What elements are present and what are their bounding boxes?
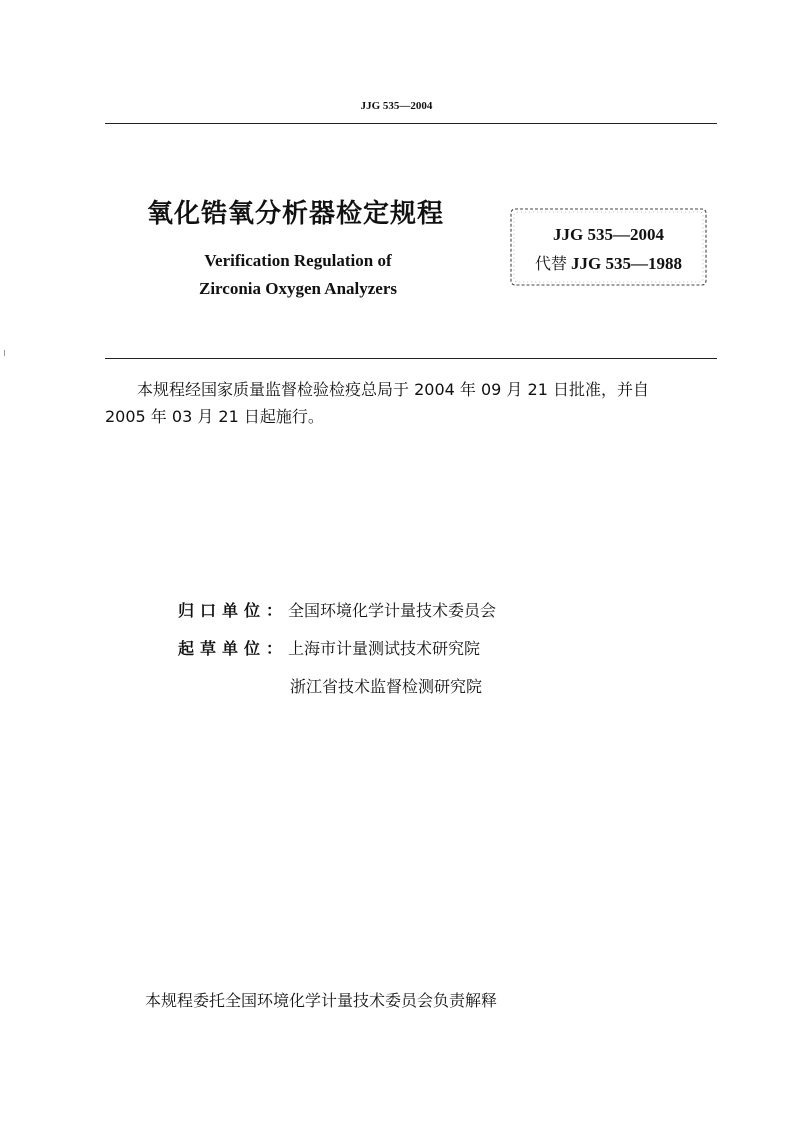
drafting-unit-row: [178, 636, 480, 659]
responsible-unit-value: 全国环境化学计量技术委员会: [288, 601, 497, 620]
section-rule: [105, 358, 717, 359]
responsible-unit-label: 归口单位：: [178, 601, 289, 620]
approval-line-1: 本规程经国家质量监督检验检疫总局于 2004 年 09 月 21 日批准，并自: [137, 380, 649, 399]
title-chinese: 氧化锆氧分析器检定规程: [147, 199, 445, 229]
header-rule: [105, 123, 717, 124]
title-english-line-2: Zirconia Oxygen Analyzers: [198, 279, 397, 298]
drafting-unit-value-2: 浙江省技术监督检测研究院: [290, 677, 483, 696]
title-english-line-1: Verification Regulation of: [204, 251, 392, 270]
replaces-prefix: 代替: [535, 254, 568, 273]
scan-margin-mark: [4, 350, 5, 356]
interpretation-note: 本规程委托全国环境化学计量技术委员会负责解释: [145, 991, 498, 1010]
drafting-unit-label: 起草单位：: [178, 639, 289, 658]
approval-line-2: 2005 年 03 月 21 日起施行。: [105, 407, 324, 426]
replaces-number: JJG 535—1988: [571, 254, 682, 273]
standard-number-box: [509, 207, 708, 287]
running-header-code: JJG 535—2004: [360, 100, 433, 112]
responsible-unit-row: [178, 598, 496, 621]
replaces-line: [509, 251, 708, 274]
decorative-border: [509, 207, 708, 287]
standard-number: JJG 535—2004: [553, 225, 664, 244]
drafting-unit-value-1: 上海市计量测试技术研究院: [288, 639, 481, 658]
approval-statement: [105, 376, 717, 430]
